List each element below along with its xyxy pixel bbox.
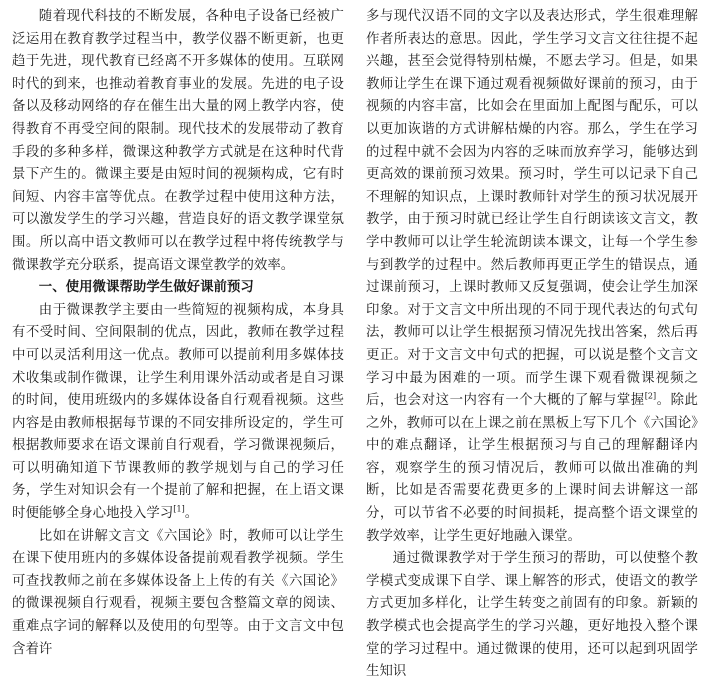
section-heading-1: 一、使用微课帮助学生做好课前预习	[38, 280, 254, 296]
left-column	[12, 6, 344, 661]
preview-paragraph-end: 。	[184, 506, 199, 522]
example-continued-text: 多与现代汉语不同的文字以及表达形式，学生很难理解作者所表达的意思。因此，学生学习文言文往往提不起兴趣，甚至会觉得特别枯燥，不愿去学习。但是，如果教师让学生在课下通过观看视频做好课前的预习，由于视频的内容丰富，比如会在里面加上配图与配乐，可以以更加诙谐的方式讲解枯燥的内容。那么，学生在学习的过程中就不会因为内容的乏味而放弃学习，能够达到更高效的课前预习效果。预习时，学生可以记录下自己不理解的知识点，上课时教师针对学生的预习状况展开教学，由于预习时就已经让学生自行朗读该文言文，教学中教师可以让学生轮流朗读本课文，让每一个学生参与到教学的过程中。然后教师再更正学生的错误点，通过课前预习，上课时教师又反复强调，使会让学生加深印象。对于文言文中所出现的不同于现代表达的句式句法，教师可以让学生根据预习情况先找出答案，然后再更正。对于文言文中句式的把握，可以说是整个文言文学习中最为困难的一项。而学生课下观看微课视频之后，也会对这一内容有一个大概的了解与掌握	[366, 9, 698, 409]
intro-paragraph: 随着现代科技的不断发展，各种电子设备已经被广泛运用在教育教学过程当中，教学仪器不断更新，也更趋于先进，现代教育已经离不开多媒体的使用。互联网时代的到来，也推动着教育事业的发展。先进的电子设备以及移动网络的存在催生出大量的网上教学内容，使得教育不再受空间的限制。现代技术的发展带动了教育手段的多种多样，微课这种教学方式就是在这种时代背景下产生的。微课主要是由短时间的视频构成，它有时间短、内容丰富等优点。在教学过程中使用这种方法，可以激发学生的学习兴趣，营造良好的语文教学课堂氛围。所以高中语文教师可以在教学过程中将传统教学与微课教学充分联系，提高语文课堂教学的效率。	[12, 9, 344, 273]
summary-paragraph: 通过微课教学对于学生预习的帮助，可以使整个教学模式变成课下自学、课上解答的形式，使语文的教学方式更加多样化，让学生转变之前固有的印象。新颖的教学模式也会提高学生的学习兴趣，更好地投入整个课堂的学习过程中。通过微课的使用，还可以起到巩固学生知识	[366, 551, 698, 680]
right-column	[366, 6, 698, 684]
example-paragraph-continued	[366, 6, 698, 548]
preview-paragraph	[12, 300, 344, 526]
citation-ref-1: [1]	[173, 504, 185, 514]
example-continued-text-2: 。除此之外，教师可以在上课之前在黑板上写下几个《六国论》中的难点翻译，让学生根据预习与自己的理解翻译内容，观察学生的预习情况后，教师可以做出准确的判断，比如是否需要花费更多的上课时间去讲解这一部分，可以节省不必要的时间损耗，提高整个语文课堂的教学效率，让学生更好地融入课堂。	[366, 393, 698, 544]
example-paragraph: 比如在讲解文言文《六国论》时，教师可以让学生在课下使用班内的多媒体设备提前观看教学视频。学生可查找教师之前在多媒体设备上上传的有关《六国论》的微课视频自行观看，视频主要包含整篇文章的阅读、重难点字词的解释以及使用的句型等。由于文言文中包含着许	[12, 528, 344, 657]
citation-ref-2: [2]	[644, 391, 657, 401]
preview-paragraph-text: 由于微课教学主要由一些简短的视频构成，本身具有不受时间、空间限制的优点，因此，教师在教学过程中可以灵活利用这一优点。教师可以提前利用多媒体技术收集或制作微课，让学生利用课外活动或者是自习课的时间，使用班级内的多媒体设备自行观看视频。这些内容是由教师根据每节课的不同安排所设定的，学生可根据教师要求在语文课前自行观看，学习微课视频后，可以明确知道下节课教师的教学规划与自己的学习任务，学生对知识会有一个提前了解和把握，在上语文课时便能够全身心地投入学习	[12, 302, 344, 522]
